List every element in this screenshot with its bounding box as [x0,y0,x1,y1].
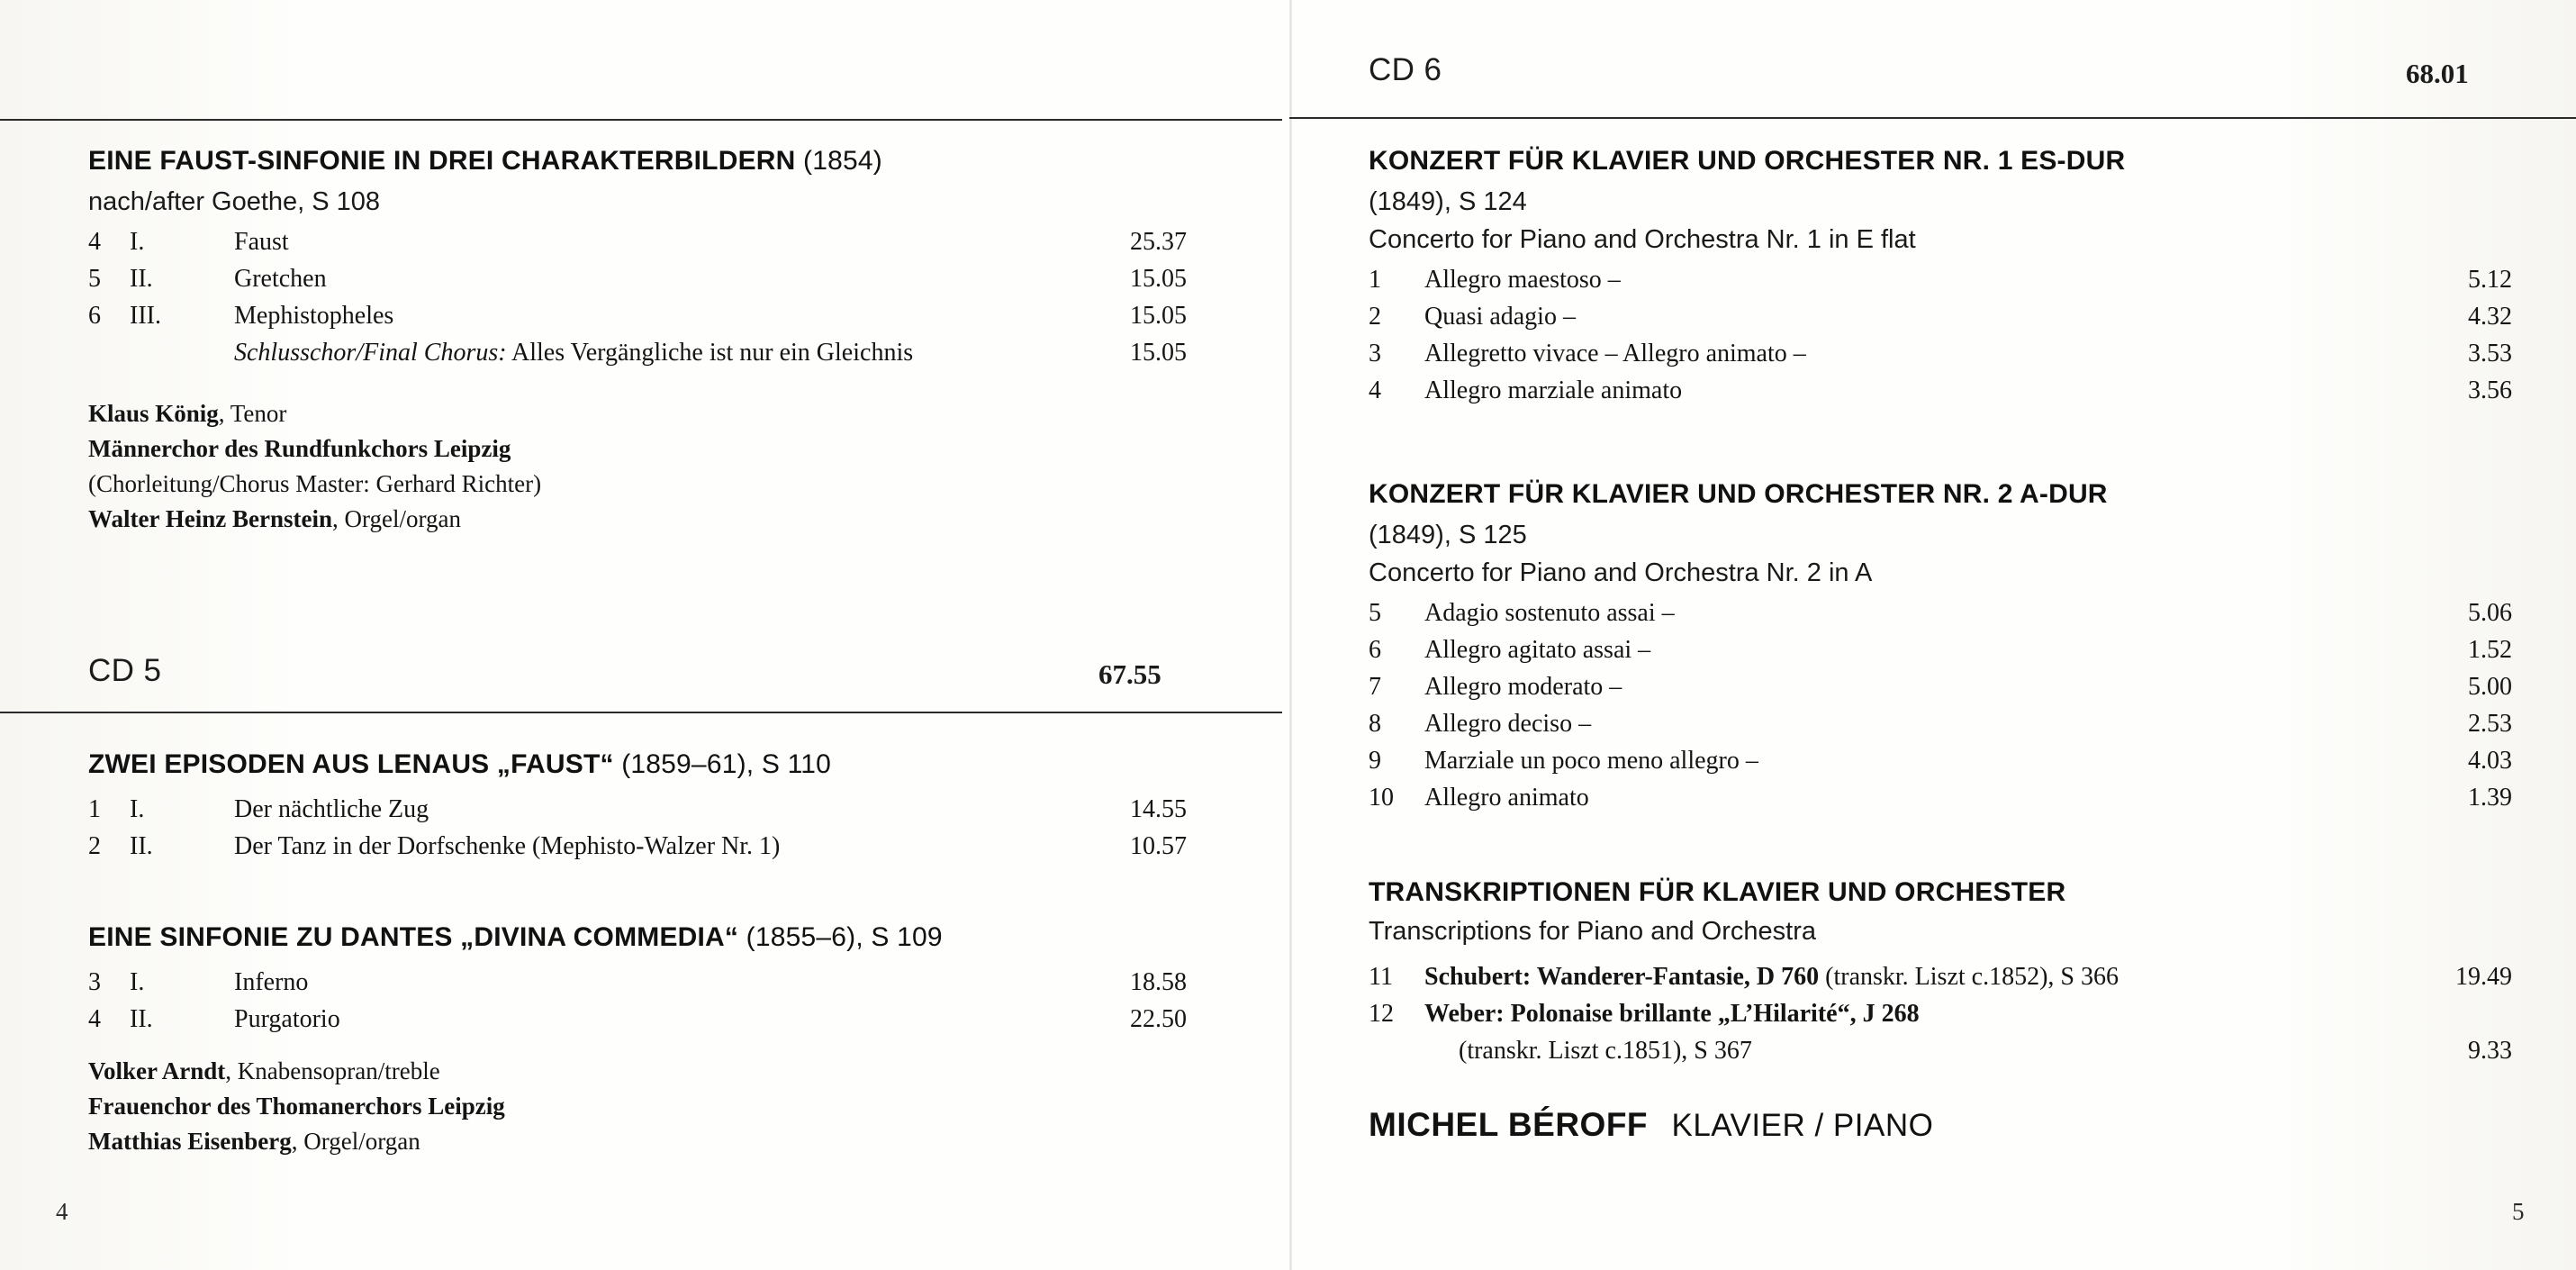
track-title-rest: (transkr. Liszt c.1852), S 366 [1819,963,2119,991]
track-number: 2 [1369,303,1381,331]
performer-line [88,502,541,537]
track-title-bold: Schubert: Wanderer-Fantasie, D 760 [1424,963,1820,991]
performer-list [88,396,541,537]
track-title [1424,995,1920,1032]
track-row [88,260,1196,297]
track-number: 6 [1369,636,1381,664]
track-list [1369,594,2521,816]
performer-role: , Tenor [218,400,287,427]
top-rule-left [0,119,1282,121]
track-subtitle [234,334,913,371]
work-dante-sinfonie [88,921,1259,1155]
work-title [88,748,1259,782]
performer-list [88,1054,505,1159]
track-number: 1 [1369,266,1381,294]
track-duration: 3.56 [2468,376,2512,404]
track-list [1369,958,2521,1069]
track-duration: 18.58 [1130,968,1187,996]
track-title-continuation: (transkr. Liszt c.1851), S 367 [1459,1037,1752,1065]
work-subtitle: nach/after Goethe, S 108 [88,187,381,217]
track-title: Marziale un poco meno allegro – [1424,747,1758,775]
track-row [88,1001,1196,1038]
work-title-date: (1854) [795,146,882,176]
work-title: KONZERT FÜR KLAVIER UND ORCHESTER NR. 1 ES-DUR [1369,146,2126,176]
work-title-main: EINE FAUST-SINFONIE IN DREI CHARAKTERBILDERN [88,146,796,176]
track-title: Faust [234,228,289,256]
soloist-credit [1369,1106,1933,1144]
performer-name: Volker Arndt [88,1057,226,1084]
track-number: 3 [1369,340,1381,367]
performer-role: , Orgel/organ [331,505,461,532]
work-date-line: (1849), S 125 [1369,521,1527,550]
track-duration: 4.03 [2468,747,2512,775]
work-konzert-nr2 [1369,477,2557,812]
track-number: 2 [88,832,101,860]
track-row [1369,372,2521,409]
track-title: Allegro marziale animato [1424,376,1683,404]
track-duration: 22.50 [1130,1005,1187,1033]
work-zwei-episoden [88,748,1259,860]
subtrack-label: Schlusschor/Final Chorus: [234,339,507,367]
track-title: Allegro moderato – [1424,673,1622,701]
track-number: 9 [1369,747,1381,775]
cd5-header [88,653,1259,689]
track-title: Allegro agitato assai – [1424,636,1651,664]
work-subtitle: Concerto for Piano and Orchestra Nr. 1 in E flat [1369,225,1916,255]
track-number: 8 [1369,710,1381,738]
track-row [1369,958,2521,995]
track-row [1369,631,2521,668]
track-row [1369,779,2521,816]
track-row [1369,995,2521,1032]
performer-line [88,467,541,502]
folio-right: 5 [2512,1198,2525,1225]
soloist-name: MICHEL BÉROFF [1369,1106,1649,1143]
cd-total-time: 68.01 [2406,58,2469,89]
track-roman: III. [130,302,161,330]
folio-left: 4 [56,1198,68,1225]
work-title-date: (1855–6), S 109 [738,922,943,952]
track-title: Mephistopheles [234,302,394,330]
track-row [88,964,1196,1001]
performer-line [88,1124,505,1159]
subtrack-text: Alles Vergängliche ist nur ein Gleichnis [506,339,914,367]
track-subrow [88,334,1196,372]
track-title: Allegro deciso – [1424,710,1592,738]
track-row [1369,668,2521,705]
track-duration: 9.33 [2468,1037,2512,1065]
track-duration: 3.53 [2468,340,2512,367]
soloist-role: KLAVIER / PIANO [1671,1108,1934,1143]
track-duration: 19.49 [2455,963,2512,991]
track-list [1369,261,2521,409]
track-row [1369,705,2521,742]
track-duration: 5.12 [2468,266,2512,294]
track-title [1424,958,2119,995]
track-duration: 1.52 [2468,636,2512,664]
track-number: 5 [1369,599,1381,627]
track-title: Adagio sostenuto assai – [1424,599,1675,627]
track-row [1369,298,2521,335]
performer-name: Matthias Eisenberg [88,1128,292,1155]
track-duration: 15.05 [1130,302,1187,330]
track-duration: 5.00 [2468,673,2512,701]
track-number: 1 [88,795,101,823]
performer-role: , Orgel/organ [291,1128,420,1155]
track-subrow [1369,1032,2521,1069]
cd-label: CD 6 [1369,52,1442,87]
work-title [88,921,1259,955]
track-title: Gretchen [234,265,327,293]
track-duration: 10.57 [1130,832,1187,860]
section-title: TRANSKRIPTIONEN FÜR KLAVIER UND ORCHESTER [1369,877,2066,907]
track-duration: 5.06 [2468,599,2512,627]
performer-line [88,431,541,467]
track-title: Purgatorio [234,1005,340,1033]
work-subtitle: Concerto for Piano and Orchestra Nr. 2 in A [1369,558,1873,588]
track-row [1369,594,2521,631]
track-title: Der Tanz in der Dorfschenke (Mephisto-Walzer Nr. 1) [234,832,781,860]
work-title-main: ZWEI EPISODEN AUS LENAUS „FAUST“ [88,749,614,779]
track-number: 5 [88,265,101,293]
track-row [1369,335,2521,372]
track-duration: 1.39 [2468,784,2512,812]
track-title: Inferno [234,968,309,996]
performer-name: Klaus König [88,400,219,427]
track-roman: I. [130,228,145,256]
work-title [88,144,1259,178]
right-page [1289,0,2576,1270]
track-number: 4 [88,228,101,256]
track-row [1369,261,2521,298]
track-list [88,791,1196,865]
performer-name: Walter Heinz Bernstein [88,505,332,532]
performer-line [88,1089,505,1124]
performer-name: Frauenchor des Thomanerchors Leipzig [88,1093,505,1120]
work-konzert-nr1 [1369,144,2557,404]
track-duration: 14.55 [1130,795,1187,823]
section-subtitle: Transcriptions for Piano and Orchestra [1369,917,1816,947]
track-title: Allegro animato [1424,784,1589,812]
performer-line [88,1054,505,1089]
track-roman: II. [130,832,153,860]
track-roman: II. [130,1005,153,1033]
performer-role: , Knabensopran/treble [225,1057,440,1084]
track-duration: 15.05 [1130,265,1187,293]
track-number: 6 [88,302,101,330]
track-roman: I. [130,968,145,996]
track-row [88,297,1196,334]
track-number: 10 [1369,784,1394,812]
track-number: 7 [1369,673,1381,701]
cd6-header [1369,52,2539,88]
track-number: 11 [1369,963,1393,991]
track-number: 3 [88,968,101,996]
performer-role: (Chorleitung/Chorus Master: Gerhard Richter) [88,470,542,497]
track-row [1369,742,2521,779]
track-title: Der nächtliche Zug [234,795,429,823]
track-duration: 15.05 [1130,339,1187,367]
performer-name: Männerchor des Rundfunkchors Leipzig [88,435,511,462]
track-title: Quasi adagio – [1424,303,1576,331]
work-title-main: EINE SINFONIE ZU DANTES „DIVINA COMMEDIA“ [88,922,739,952]
cd5-rule [0,712,1282,713]
track-title: Allegro maestoso – [1424,266,1621,294]
track-duration: 2.53 [2468,710,2512,738]
track-number: 4 [88,1005,101,1033]
track-row [88,791,1196,828]
track-title: Allegretto vivace – Allegro animato – [1424,340,1806,367]
track-row [88,223,1196,260]
track-duration: 25.37 [1130,228,1187,256]
section-transkriptionen [1369,875,2557,1065]
track-title-bold: Weber: Polonaise brillante „L’Hilarité“, J 268 [1424,1000,1920,1028]
work-date-line: (1849), S 124 [1369,187,1527,217]
work-title-date: (1859–61), S 110 [613,749,832,779]
track-roman: I. [130,795,145,823]
cd-total-time: 67.55 [1098,658,1161,690]
work-faust-sinfonie [88,144,1259,532]
track-row [88,828,1196,865]
track-list [88,964,1196,1038]
cd6-rule [1289,117,2576,119]
track-duration: 4.32 [2468,303,2512,331]
performer-line [88,396,541,431]
work-title: KONZERT FÜR KLAVIER UND ORCHESTER NR. 2 A-DUR [1369,479,2108,509]
track-number: 12 [1369,1000,1394,1028]
track-list [88,223,1196,372]
track-roman: II. [130,265,153,293]
track-number: 4 [1369,376,1381,404]
cd-label: CD 5 [88,653,162,688]
